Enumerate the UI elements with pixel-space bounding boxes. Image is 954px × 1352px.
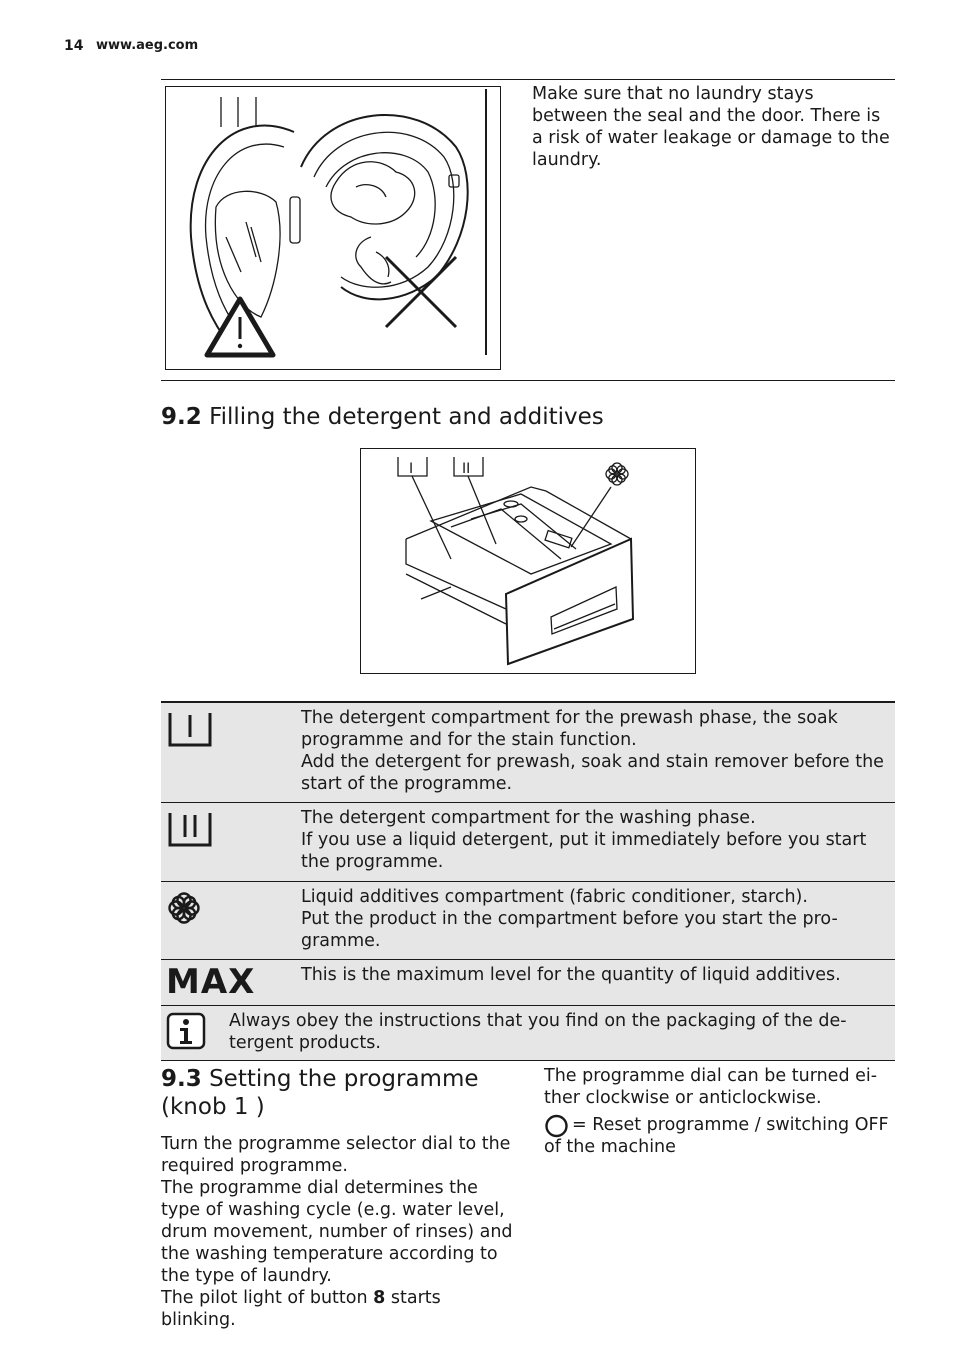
compartment-text: The detergent compartment for the prewash phase, the soak programme and for the stain function. Add the detergent for prewash, soak and stain remover before the start of the programme.	[301, 708, 884, 794]
info-icon	[166, 1012, 206, 1050]
door-illustration	[165, 86, 501, 370]
flower-icon	[606, 463, 628, 485]
section-rule	[161, 380, 895, 381]
section-heading-9-2	[161, 403, 881, 431]
section-title: Setting the programme (knob 1 )	[161, 1066, 479, 1120]
flower-icon	[166, 890, 202, 926]
compartment-row-prewash	[161, 702, 895, 802]
dial-direction-text: The programme dial can be turned ei-ther clockwise or anticlockwise.	[544, 1066, 878, 1108]
reset-text: = Reset programme / switching OFF of the machine	[544, 1115, 889, 1157]
section-number: 9.2	[161, 404, 202, 430]
door-warning-text: Make sure that no laundry stays between the seal and the door. There is a risk of water leakage or damage to the laundry.	[532, 84, 890, 170]
pilot-light-text: The pilot light of button 8 starts blinking.	[161, 1288, 441, 1330]
prewash-label: I	[409, 461, 414, 477]
reset-circle-icon	[544, 1114, 569, 1138]
button-number: 8	[373, 1288, 386, 1308]
compartment-row-additives	[161, 881, 895, 959]
dispenser-illustration	[360, 448, 696, 674]
section-title: Filling the detergent and additives	[209, 404, 604, 430]
section-heading-9-3	[161, 1065, 511, 1121]
programme-description: Turn the programme selector dial to the required programme. The programme dial determines the type of washing cycle (e.g. water level, drum movement, number of rinses) and the washing temperature according to the type of laundry. The pilot light of button 8 starts blinking.	[161, 1133, 516, 1331]
section-number: 9.3	[161, 1066, 202, 1092]
compartment-text: This is the maximum level for the quantity of liquid additives.	[301, 965, 841, 985]
info-note	[161, 1005, 895, 1061]
warning-triangle-icon	[202, 293, 278, 361]
compartment-text: The detergent compartment for the washing phase. If you use a liquid detergent, put it immediately before you start the programme.	[301, 808, 867, 872]
compartment-row-wash	[161, 802, 895, 881]
top-rule	[161, 79, 895, 80]
info-text: Always obey the instructions that you find on the packaging of the de-tergent products.	[229, 1011, 847, 1053]
max-label: MAX	[166, 962, 256, 1002]
page-number: 14	[64, 38, 84, 54]
wash-label: II	[462, 461, 471, 477]
wash-compartment-icon	[166, 809, 214, 849]
compartment-text: Liquid additives compartment (fabric conditioner, starch). Put the product in the compartment before you start the pro-gramme.	[301, 887, 838, 951]
prewash-compartment-icon	[166, 709, 214, 749]
header-url: www.aeg.com	[96, 38, 199, 53]
compartment-row-max	[161, 959, 895, 1005]
